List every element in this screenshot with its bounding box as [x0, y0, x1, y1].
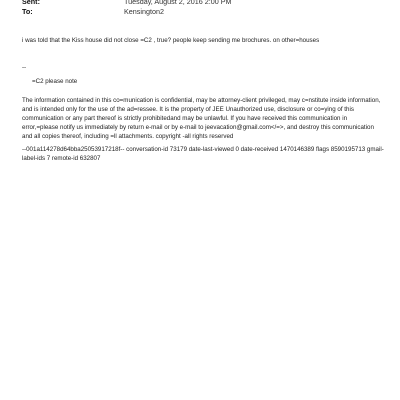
message-body: i was told that the Kiss house did not close =C2 , true? people keep sending me brochures. on other=houses	[22, 37, 320, 44]
signature-separator: --	[22, 64, 27, 71]
recipient: Kensington2	[124, 7, 164, 16]
confidentiality-disclaimer: The information contained in this co=munication is confidential, may be attorney-client privileged, may c=nstitute inside information, and is intended only for the use of the ad=ressee. It is the property of JEE Unauthorized use, disclosure or co=ying of this communication or any part thereof is strictly prohibitedand may be unlawful. If you have received this communication in error,=please notify us immediately by return e-mail or by e-mail to jeevacation@gmail.com</=>, and destroy this communication and all copies thereof, including =ll attachments. copyright -all rights reserved	[22, 97, 381, 140]
sent-date: Tuesday, August 2, 2016 2:00 PM	[124, 0, 232, 6]
note-text: =C2 please note	[32, 78, 78, 85]
message-metadata: --001a114278d64bba25053917218f-- conversation-id 73179 date-last-viewed 0 date-received 1470146389 flags 8590195713 gmail-label-ids 7 remote-id 632807	[22, 146, 384, 162]
to-label: To:	[22, 7, 33, 16]
sent-label: Sent:	[22, 0, 40, 6]
